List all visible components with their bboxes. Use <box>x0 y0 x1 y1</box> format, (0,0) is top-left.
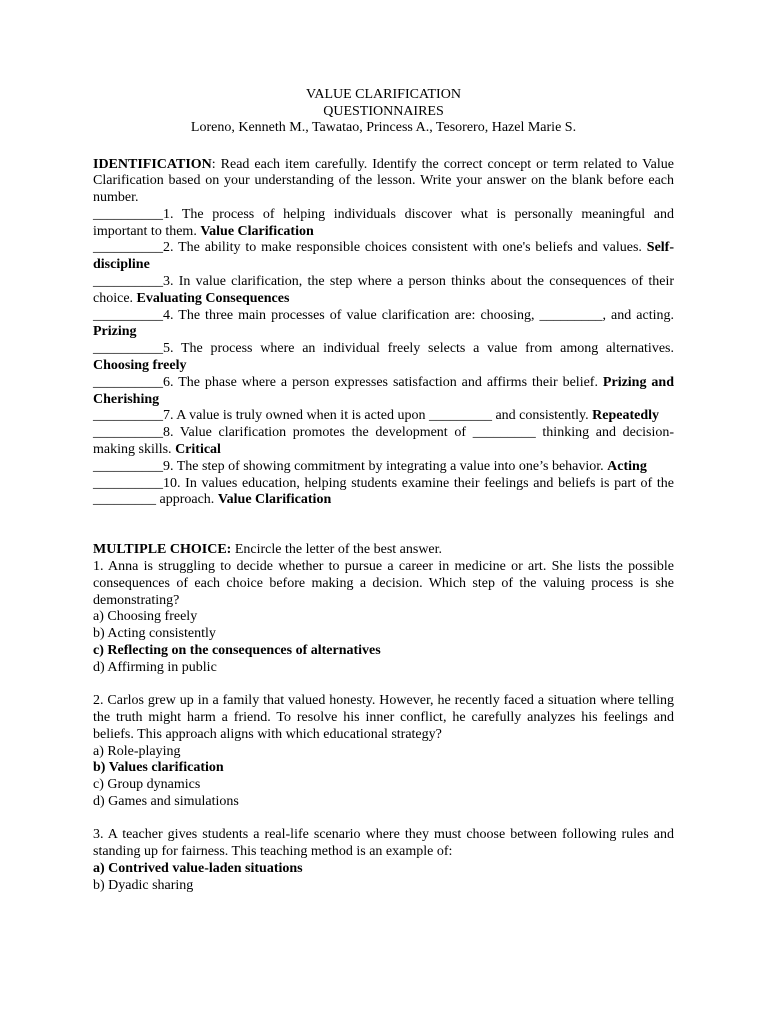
item-text: __________6. The phase where a person expresses satisfaction and affirms their belief. <box>93 374 603 390</box>
answer-option: a) Role-playing <box>93 743 181 759</box>
item-answer: Critical <box>175 442 221 458</box>
identification-section <box>93 157 674 510</box>
question-3 <box>93 827 674 894</box>
item-text: __________3. In value clarification, the step where a person thinks about the consequences of their choice. <box>93 274 674 306</box>
multiple-choice-instructions-text: Encircle the letter of the best answer. <box>231 542 443 558</box>
question-stem: 1. Anna is struggling to decide whether to pursue a career in medicine or art. She lists the possible consequences of each choice before making a decision. Which step of the valuing process is she demonstrating? <box>93 559 674 608</box>
answer-option: b) Dyadic sharing <box>93 877 194 893</box>
correct-answer-text: a) Contrived value-laden situations <box>93 860 303 876</box>
item-text: __________4. The three main processes of value clarification are: choosing, _________, and acting. <box>93 307 674 323</box>
multiple-choice-section <box>93 542 674 894</box>
identification-item <box>93 476 674 510</box>
item-answer: Evaluating Consequences <box>136 290 290 306</box>
answer-option-correct <box>93 760 674 777</box>
identification-item <box>93 408 674 425</box>
question-2 <box>93 693 674 811</box>
identification-item <box>93 274 674 308</box>
item-answer: Acting <box>607 458 647 474</box>
answer-option-correct <box>93 861 674 878</box>
item-text: __________7. A value is truly owned when it is acted upon _________ and consistently. <box>93 408 593 424</box>
item-answer: Value Clarification <box>217 492 332 508</box>
answer-option: d) Games and simulations <box>93 793 239 809</box>
question-stem: 3. A teacher gives students a real-life scenario where they must choose between following rules and standing up for fairness. This teaching method is an example of: <box>93 827 674 859</box>
item-text: __________2. The ability to make responsible choices consistent with one's beliefs and values. <box>93 240 647 256</box>
question-stem: 2. Carlos grew up in a family that valued honesty. However, he recently faced a situation where telling the truth might harm a friend. To resolve his inner conflict, he carefully analyzes his feelings and beliefs. This approach aligns with which educational strategy? <box>93 693 674 742</box>
identification-instructions <box>93 157 674 207</box>
item-text: __________5. The process where an individual freely selects a value from among alternatives. <box>93 341 674 357</box>
identification-item <box>93 240 674 274</box>
item-text: __________10. In values education, helping students examine their feelings and beliefs is part of the _________ approach. <box>93 475 674 508</box>
document-header <box>93 87 674 137</box>
item-text: __________1. The process of helping individuals discover what is personally meaningful and important to them. <box>93 206 674 239</box>
multiple-choice-instructions <box>93 542 674 559</box>
identification-heading: IDENTIFICATION <box>93 156 212 172</box>
identification-item <box>93 425 674 459</box>
item-text: __________9. The step of showing commitment by integrating a value into one’s behavior. <box>93 458 608 474</box>
answer-option: a) Choosing freely <box>93 609 198 625</box>
answer-option: d) Affirming in public <box>93 659 217 675</box>
correct-answer-text: b) Values clarification <box>93 760 224 776</box>
identification-item <box>93 207 674 241</box>
answer-option-correct <box>93 643 674 660</box>
question-1 <box>93 559 674 677</box>
item-answer: Prizing <box>93 324 137 340</box>
item-answer: Prizing and Cherishing <box>93 374 674 407</box>
item-text: __________8. Value clarification promotes the development of _________ thinking and decision-making skills. <box>93 425 674 458</box>
answer-option: c) Group dynamics <box>93 777 201 793</box>
identification-item <box>93 341 674 375</box>
identification-instructions-text: : Read each item carefully. Identify the correct concept or term related to Value Clarification based on your understanding of the lesson. Write your answer on the blank before each number. <box>93 156 674 206</box>
title-line-2: QUESTIONNAIRES <box>323 103 444 119</box>
item-answer: Value Clarification <box>200 223 314 239</box>
item-answer: Repeatedly <box>592 408 660 424</box>
identification-item <box>93 308 674 342</box>
authors-line: Loreno, Kenneth M., Tawatao, Princess A., Tesorero, Hazel Marie S. <box>190 120 577 135</box>
item-answer: Choosing freely <box>93 358 187 374</box>
correct-answer-text: c) Reflecting on the consequences of alternatives <box>93 643 381 659</box>
title-line-1: VALUE CLARIFICATION <box>306 87 461 102</box>
identification-item <box>93 375 674 409</box>
multiple-choice-heading: MULTIPLE CHOICE: <box>93 542 232 558</box>
item-answer: Self-discipline <box>93 240 674 273</box>
identification-item <box>93 459 674 476</box>
answer-option: b) Acting consistently <box>93 626 216 642</box>
